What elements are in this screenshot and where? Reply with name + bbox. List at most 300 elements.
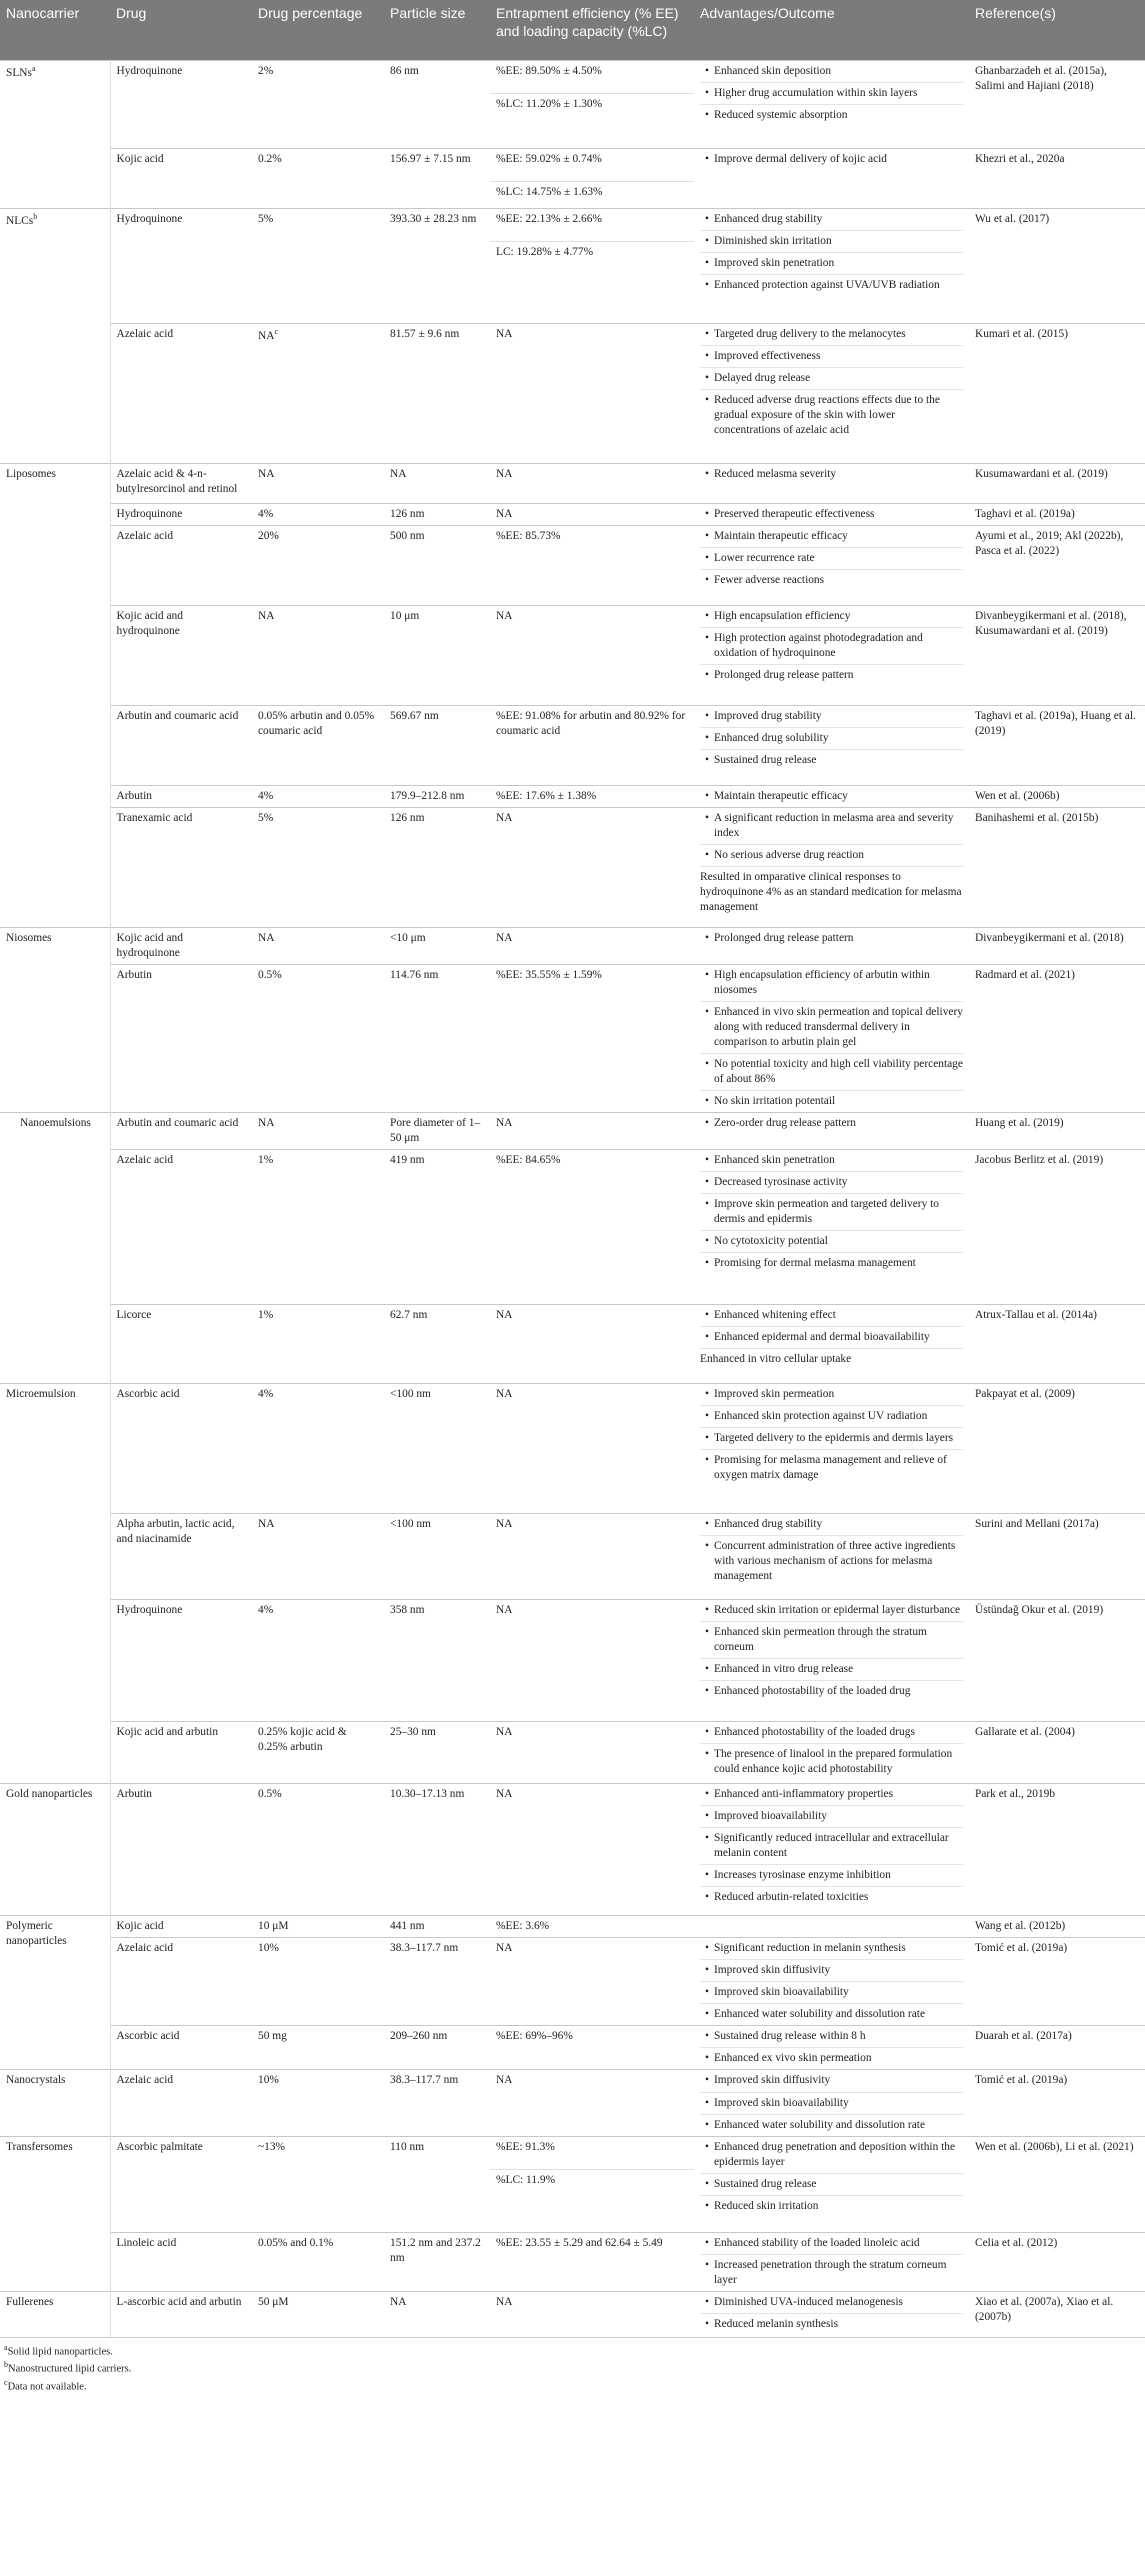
drug-cell: Azelaic acid <box>110 525 252 605</box>
advantage-item: • Prolonged drug release pattern <box>700 664 963 683</box>
drug-cell: Kojic acid and hydroquinone <box>110 605 252 705</box>
advantage-item: • High protection against photodegradation and oxidation of hydroquinone <box>700 627 963 661</box>
drug-percentage-cell <box>252 148 384 208</box>
advantage-item: • Decreased tyrosinase activity <box>700 1171 963 1190</box>
advantage-item: • Reduced systemic absorption <box>700 104 963 123</box>
entrapment-value: %EE: 91.3% <box>496 2140 555 2153</box>
nanocarrier-label: NLCs <box>6 214 34 227</box>
reference-cell: Wang et al. (2012b) <box>969 1916 1145 1938</box>
advantage-item: • Enhanced drug penetration and deposition within the epidermis layer <box>700 2140 963 2170</box>
footnote-marker: b <box>4 2360 8 2370</box>
table-row <box>0 1113 1145 1150</box>
entrapment-cell <box>490 2070 694 2136</box>
particle-size-cell: 151.2 nm and 237.2 nm <box>384 2232 490 2291</box>
advantage-item: • Enhanced skin deposition <box>700 64 963 79</box>
reference-cell: Tomić et al. (2019a) <box>969 2070 1145 2136</box>
entrapment-value: NA <box>496 811 513 824</box>
entrapment-value: %EE: 85.73% <box>496 529 561 542</box>
nanocarrier-cell <box>0 1916 110 2070</box>
nanocarrier-label: Nanoemulsions <box>20 1117 91 1130</box>
drug-percentage-value: 4% <box>258 789 274 802</box>
table-row <box>0 60 1145 148</box>
advantage-item: • Enhanced photostability of the loaded drug <box>700 1680 963 1699</box>
advantage-item: • Enhanced in vivo skin permeation and topical delivery along with reduced transdermal delivery in comparison to arbutin plain gel <box>700 1001 963 1050</box>
drug-cell: Kojic acid <box>110 148 252 208</box>
entrapment-value: NA <box>496 1788 513 1801</box>
advantages-cell <box>694 323 969 463</box>
advantage-item: • High encapsulation efficiency of arbutin within niosomes <box>700 968 963 998</box>
reference-cell: Taghavi et al. (2019a), Huang et al. (2019) <box>969 705 1145 785</box>
entrapment-value: NA <box>496 1604 513 1617</box>
drug-percentage-value: 0.05% arbutin and 0.05% coumaric acid <box>258 709 375 737</box>
nanocarrier-cell <box>0 1384 110 1784</box>
advantages-cell <box>694 148 969 208</box>
drug-percentage-value: 0.25% kojic acid & 0.25% arbutin <box>258 1726 347 1754</box>
advantage-item: • Improved skin penetration <box>700 252 963 271</box>
particle-size-cell: 81.57 ± 9.6 nm <box>384 323 490 463</box>
particle-size-cell: 62.7 nm <box>384 1305 490 1384</box>
drug-cell: Hydroquinone <box>110 503 252 525</box>
advantage-item: • Enhanced skin penetration <box>700 1153 963 1168</box>
entrapment-value: %EE: 35.55% ± 1.59% <box>496 968 602 981</box>
entrapment-cell <box>490 2232 694 2291</box>
entrapment-cell <box>490 2136 694 2232</box>
header-row <box>0 0 1145 60</box>
drug-cell: Alpha arbutin, lactic acid, and niacinamide <box>110 1514 252 1600</box>
table-row <box>0 785 1145 807</box>
reference-cell: Ghanbarzadeh et al. (2015a), Salimi and Hajiani (2018) <box>969 60 1145 148</box>
entrapment-value: NA <box>496 2074 513 2087</box>
header-references: Reference(s) <box>969 0 1145 60</box>
drug-percentage-cell <box>252 208 384 323</box>
drug-percentage-cell <box>252 1600 384 1722</box>
advantage-item: • No skin irritation potentail <box>700 1090 963 1109</box>
entrapment-value: %EE: 84.65% <box>496 1154 561 1167</box>
advantage-item: • Enhanced ex vivo skin permeation <box>700 2047 963 2066</box>
advantage-item: • Enhanced stability of the loaded linoleic acid <box>700 2236 963 2251</box>
advantages-cell <box>694 807 969 927</box>
drug-cell: Azelaic acid <box>110 323 252 463</box>
particle-size-cell: 441 nm <box>384 1916 490 1938</box>
particle-size-cell: 569.67 nm <box>384 705 490 785</box>
advantage-item: • Fewer adverse reactions <box>700 569 963 588</box>
entrapment-value: %EE: 91.08% for arbutin and 80.92% for coumaric acid <box>496 709 686 737</box>
particle-size-cell: <100 nm <box>384 1384 490 1514</box>
advantage-item: • Enhanced epidermal and dermal bioavailability <box>700 1326 963 1345</box>
nanocarrier-label: Transfersomes <box>6 2140 73 2153</box>
table-row <box>0 927 1145 964</box>
drug-percentage-cell <box>252 1150 384 1305</box>
advantage-item: • Enhanced protection against UVA/UVB radiation <box>700 274 963 293</box>
entrapment-cell <box>490 2291 694 2337</box>
entrapment-value: %LC: 11.20% ± 1.30% <box>490 93 694 112</box>
reference-cell: Wu et al. (2017) <box>969 208 1145 323</box>
nanocarrier-label: Liposomes <box>6 467 56 480</box>
table-row <box>0 605 1145 705</box>
drug-percentage-value: 10% <box>258 2074 279 2087</box>
drug-percentage-value: 5% <box>258 811 274 824</box>
drug-percentage-value: NA <box>258 609 275 622</box>
footnote-marker: a <box>31 63 36 73</box>
reference-cell: Duarah et al. (2017a) <box>969 2026 1145 2070</box>
nanocarrier-label: Microemulsion <box>6 1388 76 1401</box>
drug-percentage-value: 0.05% and 0.1% <box>258 2236 334 2249</box>
drug-percentage-value: 1% <box>258 1309 274 1322</box>
entrapment-cell <box>490 927 694 964</box>
particle-size-cell: 126 nm <box>384 807 490 927</box>
drug-percentage-cell <box>252 1722 384 1784</box>
drug-cell: Arbutin <box>110 964 252 1112</box>
table-row <box>0 2232 1145 2291</box>
advantage-item: • Improved drug stability <box>700 709 963 724</box>
reference-cell: Celia et al. (2012) <box>969 2232 1145 2291</box>
advantage-item: • Improved skin diffusivity <box>700 2073 963 2088</box>
entrapment-value: NA <box>496 1726 513 1739</box>
advantages-cell <box>694 2026 969 2070</box>
drug-percentage-value: 1% <box>258 1154 274 1167</box>
nanocarrier-label: SLNs <box>6 66 32 79</box>
drug-percentage-value: NA <box>258 467 275 480</box>
nanocarrier-cell <box>0 208 110 463</box>
particle-size-cell: <10 μm <box>384 927 490 964</box>
advantage-item: • High encapsulation efficiency <box>700 609 963 624</box>
advantage-item: • Enhanced anti-inflammatory properties <box>700 1787 963 1802</box>
advantage-item: • Diminished skin irritation <box>700 230 963 249</box>
entrapment-value: NA <box>496 1942 513 1955</box>
table-row <box>0 1600 1145 1722</box>
entrapment-value: %EE: 23.55 ± 5.29 and 62.64 ± 5.49 <box>496 2236 663 2249</box>
drug-cell: Ascorbic palmitate <box>110 2136 252 2232</box>
nanocarrier-cell <box>0 463 110 927</box>
header-particle-size: Particle size <box>384 0 490 60</box>
entrapment-value: NA <box>496 931 513 944</box>
particle-size-cell: 419 nm <box>384 1150 490 1305</box>
advantage-item: • Targeted drug delivery to the melanocytes <box>700 327 963 342</box>
advantages-cell <box>694 1384 969 1514</box>
entrapment-value: NA <box>496 327 513 340</box>
header-entrapment-efficiency: Entrapment efficiency (% EE) and loading capacity (%LC) <box>490 0 694 60</box>
footnotes <box>0 2338 1145 2395</box>
entrapment-cell <box>490 463 694 503</box>
entrapment-value: %EE: 89.50% ± 4.50% <box>496 64 602 77</box>
table-row <box>0 2291 1145 2337</box>
drug-percentage-value: 4% <box>258 1604 274 1617</box>
advantage-item: • Enhanced water solubility and dissolution rate <box>700 2114 963 2133</box>
drug-cell: Azelaic acid <box>110 1938 252 2026</box>
advantages-cell <box>694 1150 969 1305</box>
drug-percentage-cell <box>252 2291 384 2337</box>
table-row <box>0 1916 1145 1938</box>
advantages-cell <box>694 1916 969 1938</box>
entrapment-value: %EE: 3.6% <box>496 1920 550 1933</box>
advantage-item: • Improve dermal delivery of kojic acid <box>700 152 963 167</box>
entrapment-cell <box>490 1722 694 1784</box>
advantage-item: • Reduced melasma severity <box>700 467 963 482</box>
advantage-item: • No cytotoxicity potential <box>700 1230 963 1249</box>
advantages-cell <box>694 1938 969 2026</box>
advantage-item: • Reduced arbutin-related toxicities <box>700 1886 963 1905</box>
footnote-line <box>4 2377 1141 2395</box>
particle-size-cell: 114.76 nm <box>384 964 490 1112</box>
advantages-cell <box>694 1113 969 1150</box>
footnote-text: Solid lipid nanoparticles. <box>7 2346 113 2358</box>
drug-percentage-cell <box>252 1305 384 1384</box>
advantage-item: • Higher drug accumulation within skin layers <box>700 82 963 101</box>
reference-cell: Radmard et al. (2021) <box>969 964 1145 1112</box>
entrapment-value: %EE: 17.6% ± 1.38% <box>496 789 597 802</box>
footnote-line <box>4 2342 1141 2360</box>
advantages-cell <box>694 2291 969 2337</box>
drug-cell: Hydroquinone <box>110 60 252 148</box>
advantages-cell <box>694 964 969 1112</box>
drug-percentage-cell <box>252 1113 384 1150</box>
drug-percentage-cell <box>252 1916 384 1938</box>
reference-cell: Taghavi et al. (2019a) <box>969 503 1145 525</box>
particle-size-cell: 38.3–117.7 nm <box>384 2070 490 2136</box>
entrapment-cell <box>490 148 694 208</box>
drug-percentage-value: NA <box>258 1117 275 1130</box>
particle-size-cell: NA <box>384 463 490 503</box>
header-advantages: Advantages/Outcome <box>694 0 969 60</box>
particle-size-cell: 179.9–212.8 nm <box>384 785 490 807</box>
reference-cell: Surini and Mellani (2017a) <box>969 1514 1145 1600</box>
table-row <box>0 1784 1145 1916</box>
nanocarrier-cell <box>0 1784 110 1916</box>
entrapment-value: %LC: 14.75% ± 1.63% <box>490 181 694 200</box>
drug-percentage-cell <box>252 1514 384 1600</box>
drug-cell: Azelaic acid <box>110 2070 252 2136</box>
entrapment-value: NA <box>496 2295 513 2308</box>
particle-size-cell: 500 nm <box>384 525 490 605</box>
drug-percentage-value: NA <box>258 329 275 342</box>
entrapment-value: %EE: 22.13% ± 2.66% <box>496 212 602 225</box>
advantage-item: • Sustained drug release within 8 h <box>700 2029 963 2044</box>
drug-cell: Azelaic acid <box>110 1150 252 1305</box>
advantage-item: • Maintain therapeutic efficacy <box>700 789 963 804</box>
drug-percentage-cell <box>252 525 384 605</box>
advantage-item: • Improved skin bioavailability <box>700 1981 963 2000</box>
footnote-text: Nanostructured lipid carriers. <box>8 2363 132 2375</box>
drug-cell: Ascorbic acid <box>110 2026 252 2070</box>
advantage-item: • Reduced skin irritation <box>700 2195 963 2214</box>
nanocarrier-label: Polymeric nanoparticles <box>6 1920 67 1948</box>
entrapment-cell <box>490 60 694 148</box>
table-row <box>0 148 1145 208</box>
entrapment-cell <box>490 323 694 463</box>
reference-cell: Wen et al. (2006b), Li et al. (2021) <box>969 2136 1145 2232</box>
drug-percentage-cell <box>252 1384 384 1514</box>
drug-percentage-value: 50 mg <box>258 2030 287 2043</box>
advantages-cell <box>694 463 969 503</box>
entrapment-cell <box>490 785 694 807</box>
advantage-item: • Enhanced skin protection against UV radiation <box>700 1405 963 1424</box>
entrapment-cell <box>490 525 694 605</box>
reference-cell: Gallarate et al. (2004) <box>969 1722 1145 1784</box>
advantage-item: • Promising for melasma management and relieve of oxygen matrix damage <box>700 1449 963 1483</box>
entrapment-cell <box>490 1514 694 1600</box>
advantage-item: Enhanced in vitro cellular uptake <box>700 1348 963 1367</box>
drug-cell: Linoleic acid <box>110 2232 252 2291</box>
drug-percentage-cell <box>252 964 384 1112</box>
entrapment-value: %EE: 59.02% ± 0.74% <box>496 152 602 165</box>
drug-percentage-value: 50 μM <box>258 2295 289 2308</box>
advantage-item: • Reduced skin irritation or epidermal layer disturbance <box>700 1603 963 1618</box>
reference-cell: Atrux-Tallau et al. (2014a) <box>969 1305 1145 1384</box>
entrapment-value: %EE: 69%–96% <box>496 2030 573 2043</box>
advantage-item: • Enhanced photostability of the loaded drugs <box>700 1725 963 1740</box>
advantage-item: • The presence of linalool in the prepared formulation could enhance kojic acid photostability <box>700 1743 963 1777</box>
advantages-cell <box>694 1305 969 1384</box>
reference-cell: Üstündağ Okur et al. (2019) <box>969 1600 1145 1722</box>
advantage-item: Resulted in omparative clinical responses to hydroquinone 4% as an standard medication for melasma management <box>700 866 963 915</box>
reference-cell: Kumari et al. (2015) <box>969 323 1145 463</box>
drug-percentage-cell <box>252 463 384 503</box>
advantage-item: • Improved effectiveness <box>700 345 963 364</box>
particle-size-cell: 358 nm <box>384 1600 490 1722</box>
drug-percentage-cell <box>252 605 384 705</box>
particle-size-cell: <100 nm <box>384 1514 490 1600</box>
drug-percentage-value: 10% <box>258 1942 279 1955</box>
reference-cell: Pakpayat et al. (2009) <box>969 1384 1145 1514</box>
advantage-item: • Lower recurrence rate <box>700 547 963 566</box>
table-row <box>0 807 1145 927</box>
entrapment-value: NA <box>496 467 513 480</box>
reference-cell: Ayumi et al., 2019; Akl (2022b), Pasca et al. (2022) <box>969 525 1145 605</box>
entrapment-value: NA <box>496 1388 513 1401</box>
drug-percentage-value: 4% <box>258 507 274 520</box>
entrapment-cell <box>490 705 694 785</box>
advantage-item: • Maintain therapeutic efficacy <box>700 529 963 544</box>
drug-percentage-value: 2% <box>258 64 274 77</box>
entrapment-cell <box>490 807 694 927</box>
table-row <box>0 2026 1145 2070</box>
table-row <box>0 525 1145 605</box>
advantage-item: • Concurrent administration of three active ingredients with various mechanism of actions for melasma management <box>700 1535 963 1584</box>
drug-cell: Arbutin and coumaric acid <box>110 705 252 785</box>
entrapment-cell <box>490 605 694 705</box>
drug-percentage-value: 0.2% <box>258 152 282 165</box>
nanocarrier-cell <box>0 1113 110 1384</box>
reference-cell: Xiao et al. (2007a), Xiao et al. (2007b) <box>969 2291 1145 2337</box>
entrapment-value: NA <box>496 609 513 622</box>
reference-cell: Divanbeygikermani et al. (2018) <box>969 927 1145 964</box>
drug-cell: Azelaic acid & 4-n-butylresorcinol and retinol <box>110 463 252 503</box>
drug-percentage-cell <box>252 2026 384 2070</box>
drug-cell: Hydroquinone <box>110 208 252 323</box>
advantage-item: • Enhanced skin permeation through the stratum corneum <box>700 1621 963 1655</box>
advantage-item: • Diminished UVA-induced melanogenesis <box>700 2295 963 2310</box>
entrapment-cell <box>490 1384 694 1514</box>
drug-percentage-value: 5% <box>258 212 274 225</box>
entrapment-value: NA <box>496 1117 513 1130</box>
advantage-item: • Sustained drug release <box>700 2173 963 2192</box>
table-row <box>0 2070 1145 2136</box>
table-row <box>0 1514 1145 1600</box>
footnote-marker: c <box>274 326 279 336</box>
advantage-item: • Significant reduction in melanin synthesis <box>700 1941 963 1956</box>
drug-percentage-cell <box>252 705 384 785</box>
particle-size-cell: 393.30 ± 28.23 nm <box>384 208 490 323</box>
advantages-cell <box>694 785 969 807</box>
advantage-item: • No serious adverse drug reaction <box>700 844 963 863</box>
advantage-item: • No potential toxicity and high cell viability percentage of about 86% <box>700 1053 963 1087</box>
table-row <box>0 463 1145 503</box>
entrapment-cell <box>490 1113 694 1150</box>
entrapment-cell <box>490 1600 694 1722</box>
drug-cell: Kojic acid and hydroquinone <box>110 927 252 964</box>
advantage-item: • Enhanced whitening effect <box>700 1308 963 1323</box>
reference-cell: Tomić et al. (2019a) <box>969 1938 1145 2026</box>
advantage-item: • Improved skin diffusivity <box>700 1959 963 1978</box>
table-row <box>0 1938 1145 2026</box>
reference-cell: Huang et al. (2019) <box>969 1113 1145 1150</box>
advantage-item: • Promising for dermal melasma management <box>700 1252 963 1271</box>
footnote-text: Data not available. <box>7 2381 87 2393</box>
entrapment-value: NA <box>496 1309 513 1322</box>
advantage-item: • Enhanced water solubility and dissolution rate <box>700 2003 963 2022</box>
advantage-item: • Enhanced in vitro drug release <box>700 1658 963 1677</box>
advantage-item: • Enhanced drug stability <box>700 1517 963 1532</box>
advantage-item: • Reduced melanin synthesis <box>700 2313 963 2332</box>
entrapment-value: LC: 19.28% ± 4.77% <box>490 241 694 260</box>
advantage-item: • Significantly reduced intracellular and extracellular melanin content <box>700 1827 963 1861</box>
advantage-item: • Enhanced drug stability <box>700 212 963 227</box>
particle-size-cell: 126 nm <box>384 503 490 525</box>
drug-percentage-cell <box>252 2232 384 2291</box>
advantage-item: • Targeted delivery to the epidermis and dermis layers <box>700 1427 963 1446</box>
nanocarrier-label: Fullerenes <box>6 2295 54 2308</box>
footnote-marker: c <box>4 2378 8 2388</box>
drug-percentage-cell <box>252 785 384 807</box>
footnote-marker: b <box>33 211 38 221</box>
entrapment-cell <box>490 2026 694 2070</box>
advantage-item: • Improved skin bioavailability <box>700 2092 963 2111</box>
table-row <box>0 323 1145 463</box>
advantage-item: • Improved bioavailability <box>700 1805 963 1824</box>
drug-percentage-value: 4% <box>258 1388 274 1401</box>
particle-size-cell: 110 nm <box>384 2136 490 2232</box>
table-row <box>0 1384 1145 1514</box>
reference-cell: Khezri et al., 2020a <box>969 148 1145 208</box>
nanocarrier-label: Gold nanoparticles <box>6 1788 93 1801</box>
nanocarrier-cell <box>0 2070 110 2136</box>
advantages-cell <box>694 927 969 964</box>
advantage-item: • Preserved therapeutic effectiveness <box>700 507 963 522</box>
particle-size-cell: 156.97 ± 7.15 nm <box>384 148 490 208</box>
header-drug-percentage: Drug percentage <box>252 0 384 60</box>
drug-cell: Arbutin and coumaric acid <box>110 1113 252 1150</box>
drug-cell: Kojic acid and arbutin <box>110 1722 252 1784</box>
table-row <box>0 964 1145 1112</box>
table-row <box>0 208 1145 323</box>
drug-percentage-cell <box>252 927 384 964</box>
reference-cell: Jacobus Berlitz et al. (2019) <box>969 1150 1145 1305</box>
advantages-cell <box>694 605 969 705</box>
drug-cell: L-ascorbic acid and arbutin <box>110 2291 252 2337</box>
header-nanocarrier: Nanocarrier <box>0 0 110 60</box>
advantages-cell <box>694 208 969 323</box>
advantages-cell <box>694 2070 969 2136</box>
advantage-item: • Increases tyrosinase enzyme inhibition <box>700 1864 963 1883</box>
drug-cell: Hydroquinone <box>110 1600 252 1722</box>
particle-size-cell: NA <box>384 2291 490 2337</box>
particle-size-cell: 209–260 nm <box>384 2026 490 2070</box>
nanocarrier-cell <box>0 2136 110 2291</box>
entrapment-cell <box>490 1938 694 2026</box>
nanocarrier-label: Niosomes <box>6 931 52 944</box>
reference-cell: Divanbeygikermani et al. (2018), Kusumawardani et al. (2019) <box>969 605 1145 705</box>
table-row <box>0 1722 1145 1784</box>
